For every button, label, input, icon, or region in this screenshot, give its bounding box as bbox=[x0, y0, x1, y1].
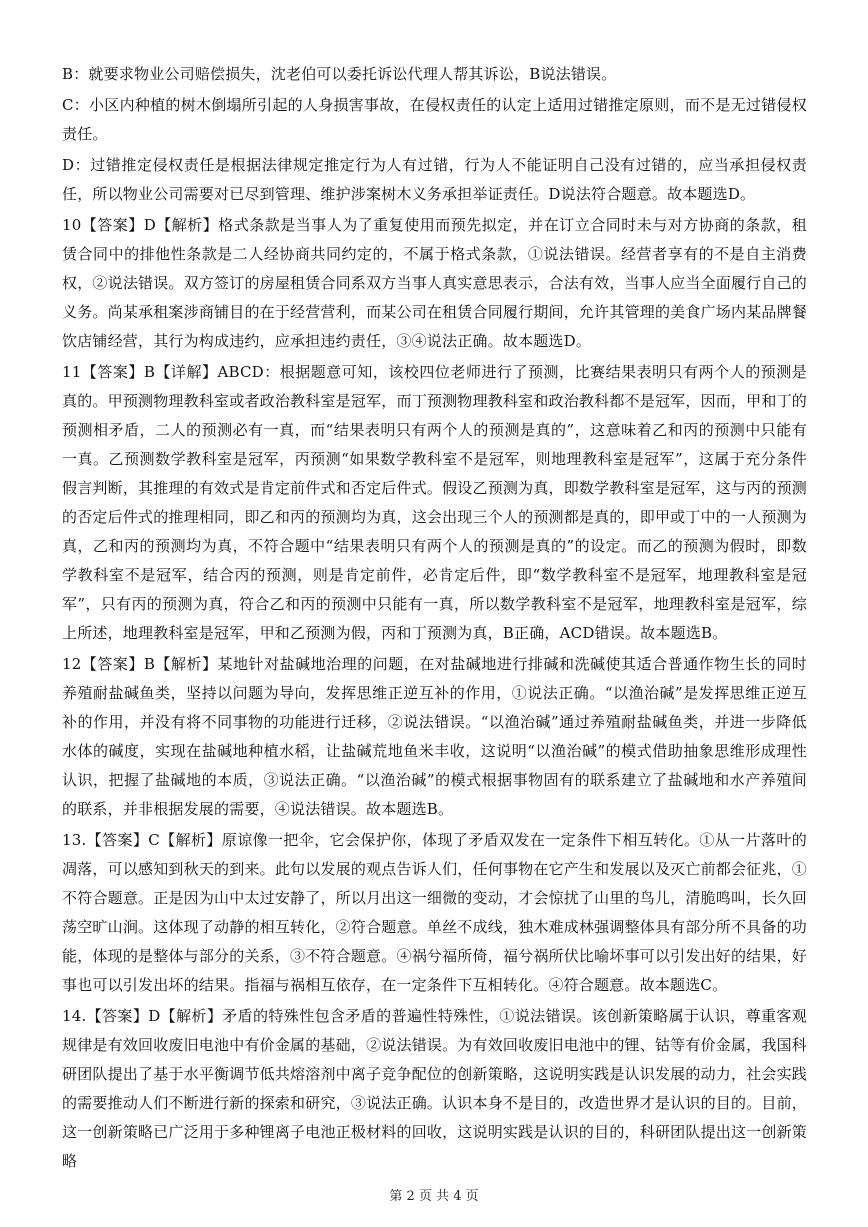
paragraph-question-11: 11【答案】B【详解】ABCD：根据题意可知，该校四位老师进行了预测，比赛结果表明只有两个人的预测是真的。甲预测物理教科室或者政治教科室是冠军，而丁预测物理教科室和政治教科都不是冠军，因而，甲和丁的预测相矛盾，二人的预测必有一真，而“结果表明只有两个人的预测是真的”，这意味着乙和丙的预测中只能有一真。乙预测数学教科室是冠军，丙预测“如果数学教科室不是冠军，则地理教科室是冠军”，这属于充分条件假言判断，其推理的有效式是肯定前件式和否定后件式。假设乙预测为真，即数学教科室是冠军，这与丙的预测的否定后件式的推理相同，即乙和丙的预测均为真，这会出现三个人的预测都是真的，即甲或丁中的一人预测为真，乙和丙的预测均为真，不符合题中“结果表明只有两个人的预测是真的”的设定。而乙的预测为假时，即数学教科室不是冠军，结合丙的预测，则是肯定前件，必肯定后件，即“数学教科室不是冠军，地理教科室是冠军”，只有丙的预测为真，符合乙和丙的预测中只能有一真，所以数学教科室不是冠军，地理教科室是冠军，综上所述，地理教科室是冠军，甲和乙预测为假，丙和丁预测为真，B正确，ACD错误。故本题选B。 bbox=[62, 363, 807, 642]
page-number-footer: 第 2 页 共 4 页 bbox=[389, 1189, 479, 1204]
paragraph-answer-b: B：就要求物业公司赔偿损失，沈老伯可以委托诉讼代理人帮其诉讼，B说法错误。 bbox=[62, 65, 617, 83]
paragraph-question-12: 12【答案】B【解析】某地针对盐碱地治理的问题，在对盐碱地进行排碱和洗碱使其适合普通作物生长的同时养殖耐盐碱鱼类，坚持以问题为导向，发挥思维正逆互补的作用，①说法正确。“以渔治碱”是发挥思维正逆互补的作用，并没有将不同事物的功能进行迁移，②说法错误。“以渔治碱”通过养殖耐盐碱鱼类，并进一步降低水体的碱度，实现在盐碱地种植水稻，让盐碱荒地鱼米丰收，这说明“以渔治碱”的模式借助抽象思维形成理性认识，把握了盐碱地的本质，③说法正确。“以渔治碱”的模式根据事物固有的联系建立了盐碱地和水产养殖间的联系，并非根据发展的需要，④说法错误。故本题选B。 bbox=[62, 655, 807, 818]
document-body bbox=[62, 60, 807, 1178]
paragraph-question-13: 13.【答案】C【解析】原谅像一把伞，它会保护你，体现了矛盾双发在一定条件下相互转化。①从一片落叶的凋落，可以感知到秋天的到来。此句以发展的观点告诉人们，任何事物在它产生和发展以及灭亡前都会征兆，①不符合题意。正是因为山中太过安静了，所以月出这一细微的变动，才会惊扰了山里的鸟儿，清脆鸣叫，长久回荡空旷山涧。这体现了动静的相互转化，②符合题意。单丝不成线，独木难成林强调整体具有部分所不具备的功能，体现的是整体与部分的关系，③不符合题意。④祸兮福所倚，福兮祸所伏比喻坏事可以引发出好的结果，好事也可以引发出坏的结果。指福与祸相互依存，在一定条件下互相转化。④符合题意。故本题选C。 bbox=[62, 831, 807, 994]
paragraph-question-10: 10【答案】D【解析】格式条款是当事人为了重复使用而预先拟定，并在订立合同时未与对方协商的条款，租赁合同中的排他性条款是二人经协商共同约定的，不属于格式条款，①说法错误。经营者享有的不是自主消费权，②说法错误。双方签订的房屋租赁合同系双方当事人真实意思表示，合法有效，当事人应当全面履行自己的义务。尚某承租案涉商铺目的在于经营营利，而某公司在租赁合同履行期间，允许其管理的美食广场内某品牌餐饮店铺经营，其行为构成违约，应承担违约责任，③④说法正确。故本题选D。 bbox=[62, 216, 807, 350]
paragraph-question-14: 14.【答案】D【解析】矛盾的特殊性包含矛盾的普遍性特殊性，①说法错误。该创新策略属于认识，尊重客观规律是有效回收废旧电池中有价金属的基础，②说法错误。为有效回收废旧电池中的锂、钴等有价金属，我国科研团队提出了基于水平衡调节低共熔溶剂中离子竞争配位的创新策略，这说明实践是认识发展的动力，社会实践的需要推动人们不断进行新的探索和研究，③说法正确。认识本身不是目的，改造世界才是认识的目的。目前，这一创新策略已广泛用于多种锂离子电池正极材料的回收，这说明实践是认识的目的，科研团队提出这一创新策略 bbox=[62, 1007, 807, 1170]
paragraph-answer-d: D：过错推定侵权责任是根据法律规定推定行为人有过错，行为人不能证明自己没有过错的，应当承担侵权责任，所以物业公司需要对已尽到管理、维护涉案树木义务承担举证责任。D说法符合题意。故本题选D。 bbox=[62, 156, 807, 203]
paragraph-answer-c: C：小区内种植的树木倒塌所引起的人身损害事故，在侵权责任的认定上适用过错推定原则，而不是无过错侵权责任。 bbox=[62, 96, 807, 143]
